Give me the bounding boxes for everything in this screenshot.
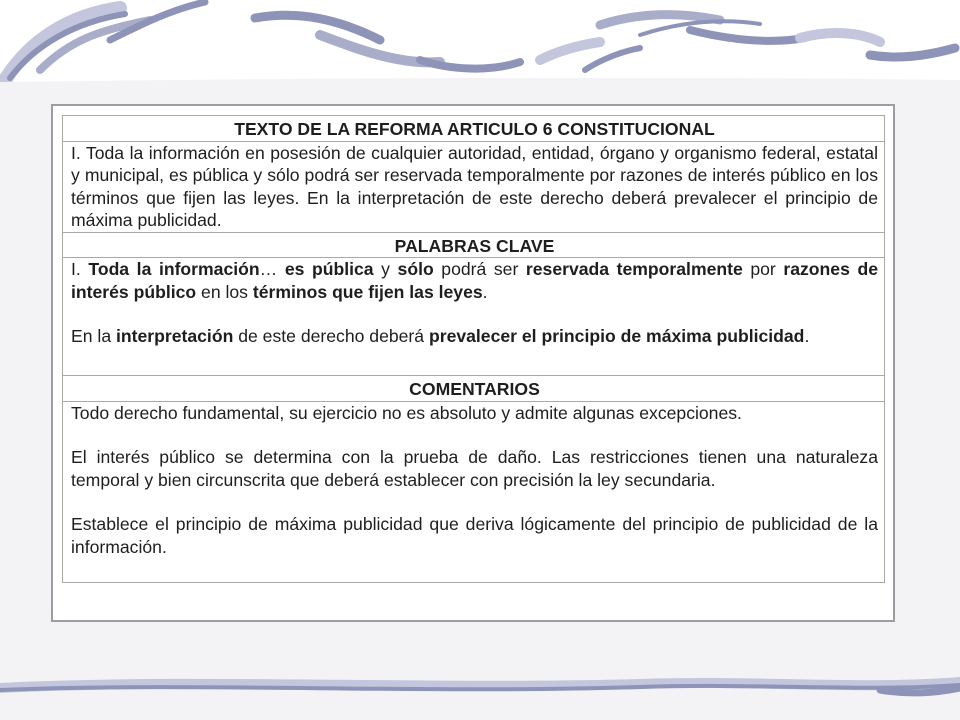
section-body-texto-reforma: I. Toda la información en posesión de cualquier autoridad, entidad, órgano y organismo federal, estatal y municipal, es pública y sólo podrá ser reservada temporalmente por razones de interés público en los términos que fijen las leyes. En la interpretación de este derecho deberá prevalecer el principio de máxima publicidad. <box>62 142 885 233</box>
reform-table <box>62 115 885 583</box>
section-header-comentarios: COMENTARIOS <box>62 376 885 402</box>
decorative-swirl-bottom <box>0 660 960 720</box>
comment-paragraph-2: El interés público se determina con la prueba de daño. Las restricciones tienen una naturaleza temporal y bien circunscrita que deberá establecer con precisión la ley secundaria. <box>71 447 878 490</box>
section-header-palabras-clave: PALABRAS CLAVE <box>62 233 885 259</box>
decorative-swirl-top <box>0 0 960 90</box>
section-header-texto-reforma: TEXTO DE LA REFORMA ARTICULO 6 CONSTITUCIONAL <box>62 115 885 142</box>
comment-paragraph-1: Todo derecho fundamental, su ejercicio no es absoluto y admite algunas excepciones. <box>71 402 742 423</box>
keywords-paragraph-2: En la interpretación de este derecho deberá prevalecer el principio de máxima publicidad. <box>71 326 810 346</box>
comment-paragraph-3: Establece el principio de máxima publicidad que deriva lógicamente del principio de publicidad de la información. <box>71 514 878 557</box>
section-body-palabras-clave <box>62 258 885 376</box>
section-body-comentarios <box>62 402 885 583</box>
keywords-paragraph-1: I. Toda la información… es pública y sólo podrá ser reservada temporalmente por razones de interés público en los términos que fijen las leyes. <box>71 259 878 302</box>
